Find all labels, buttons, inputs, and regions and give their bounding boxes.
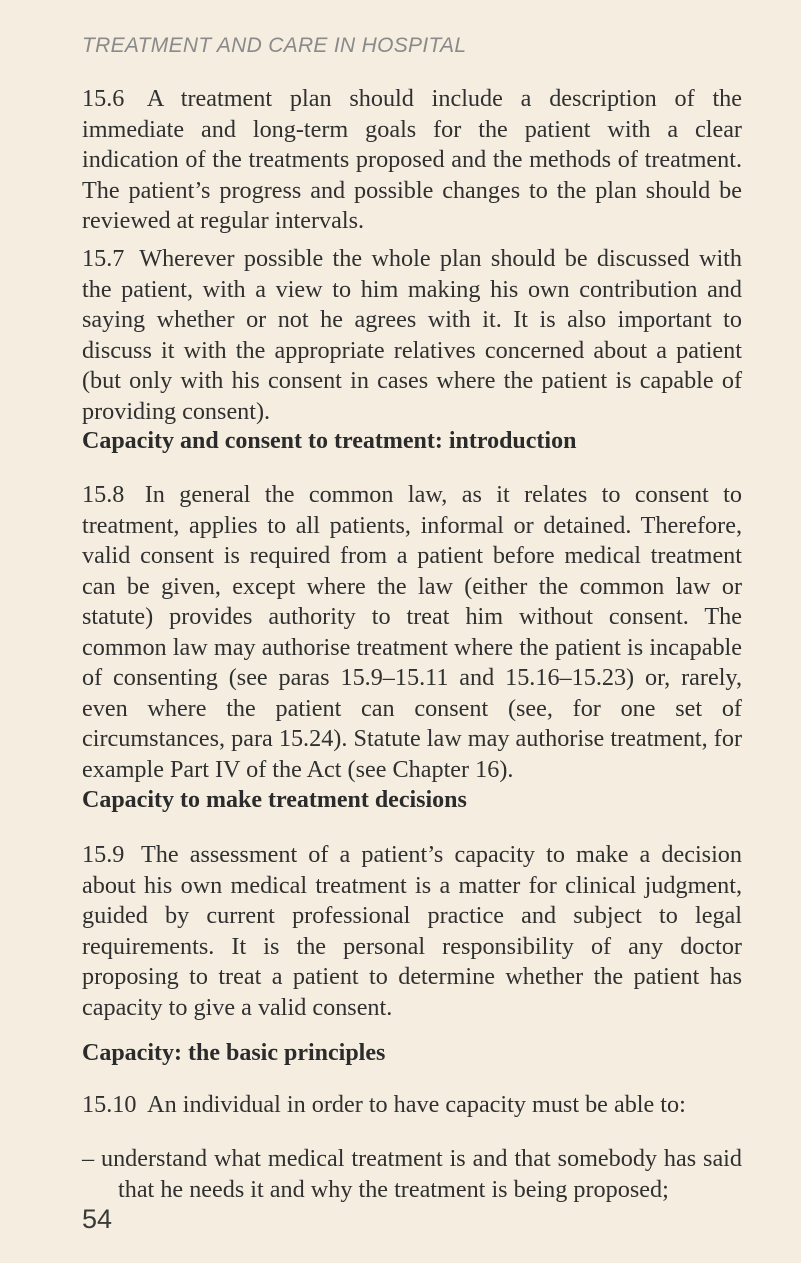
running-header: TREATMENT AND CARE IN HOSPITAL [82,34,467,57]
paragraph-15-6 [82,84,742,237]
list-item [82,1144,742,1205]
paragraph-text: Wherever possible the whole plan should be discussed with the patient, with a view to him making his own contribution and saying whether or not he agrees with it. It is also important to discuss it with the appropriate relatives concerned about a patient (but only with his consent in cases where the patient is capable of providing consent). [82,245,742,425]
paragraph-text: A treatment plan should include a description of the immediate and long-term goals for the patient with a clear indication of the treatments proposed and the methods of treatment. The patient’s progress and possible changes to the plan should be reviewed at regular intervals. [82,85,742,234]
paragraph-text: In general the common law, as it relates to consent to treatment, applies to all patients, informal or detained. Therefore, valid consent is required from a patient before medical treatment can be given, except where the law (either the common law or statute) provides authority to treat him without consent. The common law may authorise treatment where the patient is incapable of consenting (see paras 15.9–15.11 and 15.16–15.23) or, rarely, even where the patient can consent (see, for one set of circumstances, para 15.24). Statute law may authorise treatment, for example Part IV of the Act (see Chapter 16). [82,481,742,783]
paragraph-text: The assessment of a patient’s capacity to make a decision about his own medical treatment is a matter for clinical judgment, guided by current professional practice and subject to legal requirements. It is the personal responsibility of any doctor proposing to treat a patient to determine whether the patient has capacity to give a valid consent. [82,841,742,1021]
paragraph-15-9 [82,840,742,1023]
section-heading-capacity-basic-principles: Capacity: the basic principles [82,1040,386,1066]
paragraph-15-10 [82,1090,742,1121]
list-item-text: understand what medical treatment is and that somebody has said that he needs it and why the treatment is being proposed; [100,1145,742,1203]
paragraph-number: 15.6 [82,85,125,112]
page-number: 54 [82,1204,113,1234]
paragraph-number: 15.8 [82,481,125,508]
paragraph-number: 15.10 [82,1091,137,1118]
paragraph-text: An individual in order to have capacity must be able to: [147,1091,686,1118]
paragraph-15-7 [82,244,742,427]
section-heading-capacity-treatment-decisions: Capacity to make treatment decisions [82,787,467,813]
paragraph-number: 15.9 [82,841,125,868]
list-marker: – [82,1145,95,1172]
section-heading-capacity-consent-introduction: Capacity and consent to treatment: introduction [82,428,577,454]
paragraph-15-8 [82,480,742,785]
paragraph-number: 15.7 [82,245,125,272]
